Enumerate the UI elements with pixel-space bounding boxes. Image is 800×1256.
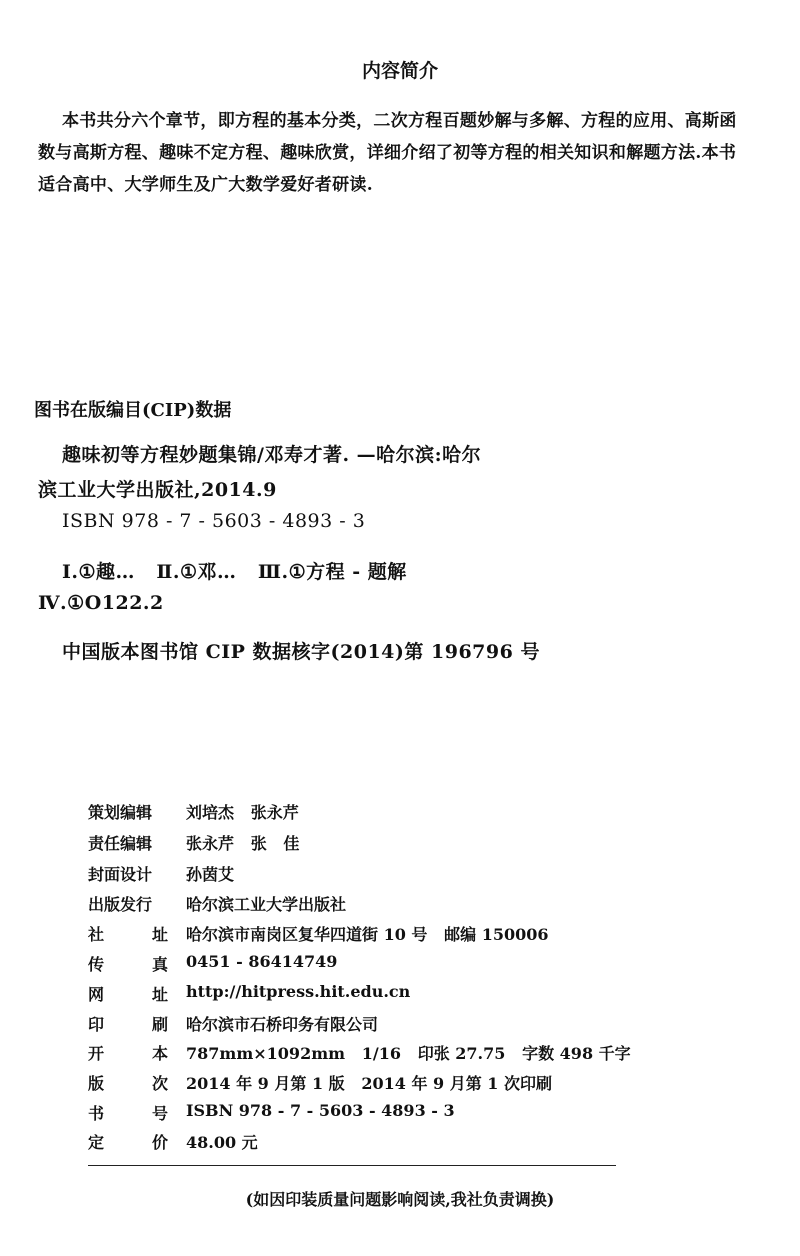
summary-line-2: 数与高斯方程、趣味不定方程、趣味欣赏，详细介绍了初等方程的相关知识和解题方法.本书 <box>38 143 737 163</box>
credit-value: 2014 年 9 月第 1 版 2014 年 9 月第 1 次印刷 <box>186 1074 553 1093</box>
summary-title: 内容简介 <box>361 60 438 82</box>
credit-label: 出版发行 <box>88 895 153 914</box>
divider <box>88 1165 616 1166</box>
credit-label: 策划编辑 <box>88 803 153 822</box>
credit-value: 张永芹 张 佳 <box>186 834 300 853</box>
cip-classification-line-1: Ⅰ.①趣… Ⅱ.①邓… Ⅲ.①方程 - 题解 <box>62 561 407 583</box>
credit-label: 开 本 <box>88 1044 168 1063</box>
cip-heading: 图书在版编目(CIP)数据 <box>34 400 232 421</box>
credit-label: 社 址 <box>88 925 168 944</box>
credit-value: 刘培杰 张永芹 <box>186 803 299 822</box>
cip-record-number: 中国版本图书馆 CIP 数据核字(2014)第 196796 号 <box>62 641 540 663</box>
credit-value: 787mm×1092mm 1/16 印张 27.75 字数 498 千字 <box>186 1044 631 1063</box>
summary-line-1: 本书共分六个章节，即方程的基本分类，二次方程百题妙解与多解、方程的应用、高斯函 <box>62 111 737 131</box>
footer-note: (如因印装质量问题影响阅读,我社负责调换) <box>245 1190 555 1209</box>
credit-value: 0451 - 86414749 <box>186 952 338 971</box>
cip-classification-line-2: Ⅳ.①O122.2 <box>38 592 164 614</box>
credit-label: 定 价 <box>88 1133 168 1152</box>
credit-label: 网 址 <box>88 985 168 1004</box>
credit-value: 哈尔滨市南岗区复华四道街 10 号 邮编 150006 <box>186 925 549 944</box>
cip-isbn: ISBN 978 - 7 - 5603 - 4893 - 3 <box>62 510 366 532</box>
credit-value: 48.00 元 <box>186 1133 258 1152</box>
credit-value: 哈尔滨工业大学出版社 <box>186 895 347 914</box>
credit-value: ISBN 978 - 7 - 5603 - 4893 - 3 <box>186 1101 455 1120</box>
cip-title-line-2: 滨工业大学出版社,2014.9 <box>38 479 277 501</box>
credit-label: 书 号 <box>88 1104 168 1123</box>
credit-label: 传 真 <box>88 955 168 974</box>
cip-title-line-1: 趣味初等方程妙题集锦/邓寿才著. —哈尔滨:哈尔 <box>62 444 482 466</box>
credit-value: 孙茵艾 <box>186 865 235 884</box>
credit-label: 封面设计 <box>88 865 153 884</box>
credit-value: http://hitpress.hit.edu.cn <box>186 982 411 1001</box>
credit-value: 哈尔滨市石桥印务有限公司 <box>186 1015 379 1034</box>
credit-label: 印 刷 <box>88 1015 168 1034</box>
summary-line-3: 适合高中、大学师生及广大数学爱好者研读. <box>38 175 373 195</box>
credit-label: 责任编辑 <box>88 834 153 853</box>
credit-label: 版 次 <box>88 1074 168 1093</box>
